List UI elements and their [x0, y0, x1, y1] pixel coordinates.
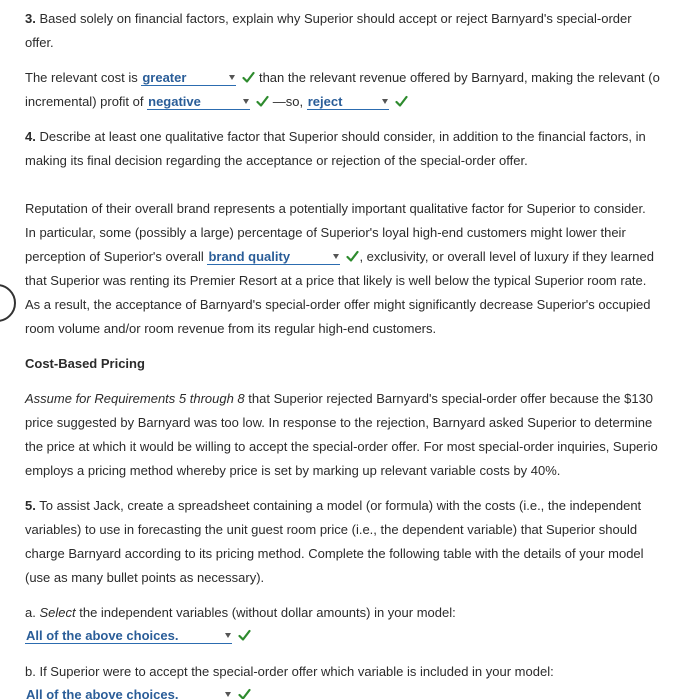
side-indicator-circle	[0, 284, 16, 322]
incremental-profit-dropdown-value: negative	[148, 94, 201, 109]
q4-prompt-text: Describe at least one qualitative factor that Superior should consider, in addition to the financial factors, in	[39, 129, 646, 144]
q4-answer-p2: In particular, some (possibly a large) percentage of Superior's loyal high-end customers might lower their	[25, 225, 626, 240]
q3-prompt-line1	[25, 10, 632, 27]
q4-answer-p4: that Superior was renting its Premier Resort at a price that likely is well below the typical Superior room rate.	[25, 273, 647, 288]
q5-prompt-text: To assist Jack, create a spreadsheet containing a model (or formula) with the costs (i.e., the independent	[39, 498, 642, 513]
incremental-profit-dropdown[interactable]	[147, 95, 250, 110]
q4-answer-p6: room volume and/or room revenue from its regular high-end customers.	[25, 321, 437, 336]
checkmark-icon	[238, 688, 251, 699]
included-variable-dropdown[interactable]	[25, 688, 232, 699]
relevant-cost-dropdown[interactable]	[141, 71, 236, 86]
q5a-prompt	[25, 604, 456, 621]
checkmark-icon	[346, 250, 359, 263]
chevron-down-icon	[333, 254, 339, 259]
q4-prompt-line1	[25, 128, 646, 145]
q5-prompt-line3: charge Barnyard according to its pricing method. Complete the following table with the details of your model	[25, 546, 644, 561]
section-intro-italic: Assume for Requirements 5 through 8	[25, 391, 245, 406]
chevron-down-icon	[229, 75, 235, 80]
chevron-down-icon	[225, 633, 231, 638]
q3-number: 3.	[25, 11, 36, 26]
accept-reject-dropdown-value: reject	[307, 94, 343, 109]
q5a-answer	[25, 627, 251, 644]
q4-number: 4.	[25, 129, 36, 144]
section-intro-line4: employs a pricing method whereby price is set by marking up relevant variable costs by 40%.	[25, 463, 561, 478]
q3-answer-text-d: —so,	[272, 94, 304, 109]
q5-prompt-line4: (use as many bullet points as necessary).	[25, 570, 265, 585]
q5a-prefix: a.	[25, 605, 36, 620]
brand-quality-dropdown[interactable]	[207, 250, 340, 265]
q4-prompt-line2: making its final decision regarding the acceptance or rejection of the special-order offer.	[25, 153, 528, 168]
q3-prompt-text: Based solely on financial factors, explain why Superior should accept or reject Barnyard's special-order	[39, 11, 632, 26]
q4-answer-p3-b: , exclusivity, or overall level of luxury if they learned	[359, 249, 654, 264]
section-intro-line1	[25, 390, 653, 407]
section-intro-line3: the price at which it would be willing to accept the special-order offer. For most special-order inquiries, Superio	[25, 439, 658, 454]
relevant-cost-dropdown-value: greater	[142, 70, 187, 85]
q5a-select-word: Select	[39, 605, 76, 620]
checkmark-icon	[242, 71, 255, 84]
q4-answer-p1: Reputation of their overall brand represents a potentially important qualitative factor for Superior to consider.	[25, 201, 646, 216]
checkmark-icon	[238, 629, 251, 642]
q3-answer-line1	[25, 69, 660, 86]
q5b-prompt: b. If Superior were to accept the special-order offer which variable is included in your model:	[25, 664, 554, 679]
q5a-rest: the independent variables (without dollar amounts) in your model:	[79, 605, 456, 620]
chevron-down-icon	[382, 99, 388, 104]
q3-answer-text-a: The relevant cost is	[25, 70, 138, 85]
q5-prompt-line1	[25, 497, 641, 514]
q5b-answer	[25, 686, 251, 699]
q3-prompt-line2: offer.	[25, 35, 54, 50]
independent-variables-dropdown-value: All of the above choices.	[26, 628, 179, 643]
section-intro-rest: that Superior rejected Barnyard's special-order offer because the $130	[244, 391, 654, 406]
q3-answer-text-b: than the relevant revenue offered by Barnyard, making the relevant (o	[258, 70, 660, 85]
chevron-down-icon	[225, 692, 231, 697]
brand-quality-dropdown-value: brand quality	[208, 249, 291, 264]
section-intro-line2: price suggested by Barnyard was too low. In response to the rejection, Barnyard asked Superior to determine	[25, 415, 653, 430]
q4-answer-p3-a: perception of Superior's overall	[25, 249, 204, 264]
chevron-down-icon	[243, 99, 249, 104]
q5-prompt-line2: variables) to use in forecasting the unit guest room price (i.e., the dependent variable) that Superior should	[25, 522, 638, 537]
q4-answer-p5: As a result, the acceptance of Barnyard's special-order offer might significantly decrease Superior's occupied	[25, 297, 651, 312]
q3-answer-line2	[25, 93, 408, 110]
independent-variables-dropdown[interactable]	[25, 629, 232, 644]
q3-answer-text-c: incremental) profit of	[25, 94, 144, 109]
q5-number: 5.	[25, 498, 36, 513]
section-heading: Cost-Based Pricing	[25, 356, 145, 371]
checkmark-icon	[395, 95, 408, 108]
accept-reject-dropdown[interactable]	[307, 95, 389, 110]
included-variable-dropdown-value: All of the above choices.	[26, 687, 179, 699]
checkmark-icon	[256, 95, 269, 108]
q4-answer-p3	[25, 248, 654, 265]
